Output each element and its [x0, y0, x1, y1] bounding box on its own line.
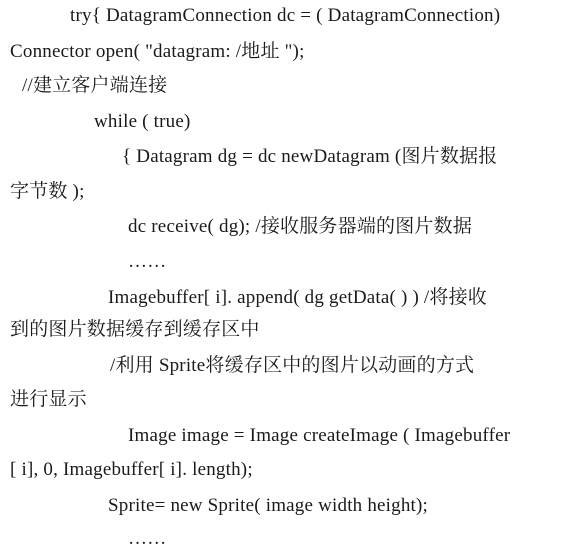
code-comment-connect: //建立客户端连接 [22, 75, 168, 96]
code-line-12: 进行显示 [10, 389, 87, 410]
code-line-while: while ( true) [94, 111, 191, 132]
code-line-1: try{ DatagramConnection dc = ( DatagramConnection) [70, 5, 501, 26]
code-ellipsis-2: …… [128, 528, 167, 549]
code-line-append: Imagebuffer[ i]. append( dg getData( ) ) /将接收 [108, 287, 488, 308]
code-line-14: [ i], 0, Imagebuffer[ i]. length); [10, 459, 253, 480]
code-line-image: Image image = Image createImage ( Imagebuffer [128, 425, 511, 446]
code-comment-sprite: /利用 Sprite将缓存区中的图片以动画的方式 [110, 355, 475, 376]
code-line-2: Connector open( "datagram: /地址 "); [10, 41, 305, 62]
code-line-sprite: Sprite= new Sprite( image width height); [108, 495, 429, 516]
code-line-receive: dc receive( dg); /接收服务器端的图片数据 [128, 216, 473, 237]
code-ellipsis-1: …… [128, 251, 167, 272]
code-line-10: 到的图片数据缓存到缓存区中 [10, 319, 260, 340]
code-line-5: { Datagram dg = dc newDatagram (图片数据报 [122, 146, 498, 167]
code-line-6: 字节数 ); [10, 181, 85, 202]
